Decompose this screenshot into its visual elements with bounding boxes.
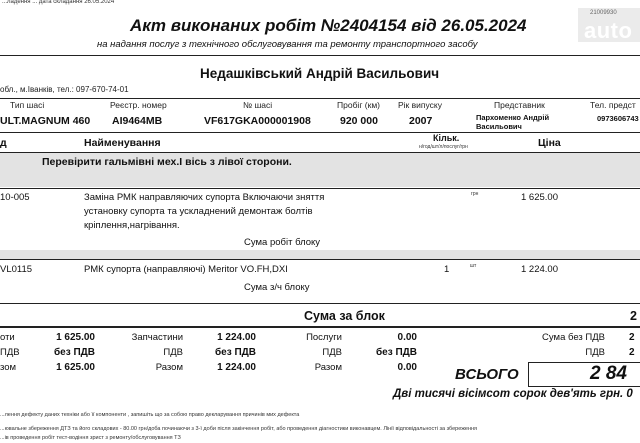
work-desc-line1: Заміна РМК направляючих супорта Включаючи зняття bbox=[84, 192, 325, 203]
footer-note-3: ...ів проведення робіт тест-водіння зрист з ремонту/обслуговування ТЗ bbox=[0, 435, 181, 441]
part-price: 1 224.00 bbox=[521, 264, 558, 275]
totals-c4-label-2: ПДВ bbox=[585, 347, 605, 358]
block-sum-divider-top bbox=[0, 303, 640, 304]
work-code: 10-005 bbox=[0, 192, 30, 203]
totals-c2-value-2: без ПДВ bbox=[214, 347, 256, 358]
table-divider-top bbox=[0, 132, 640, 133]
work-unit: грн bbox=[471, 191, 479, 197]
totals-c1-value-3: 1 625.00 bbox=[56, 362, 95, 373]
vehicle-header-mileage: Пробіг (км) bbox=[337, 100, 381, 110]
vehicle-phone: 0973606743 bbox=[597, 114, 639, 123]
totals-c3-label-1: Послуги bbox=[306, 332, 342, 343]
divider-top bbox=[0, 55, 640, 56]
vehicle-divider-top bbox=[0, 98, 640, 99]
totals-c4-label-1: Сума без ПДВ bbox=[542, 332, 605, 343]
part-code: VL0115 bbox=[0, 264, 33, 275]
work-block-sum-label: Сума робіт блоку bbox=[244, 237, 321, 248]
vehicle-header-year: Рік випуску bbox=[398, 100, 442, 110]
work-desc-line2: установку супорта та ускладнений демонтаж болтів bbox=[84, 206, 313, 217]
totals-c1-value-1: 1 625.00 bbox=[56, 332, 95, 343]
totals-c2-value-1: 1 224.00 bbox=[217, 332, 256, 343]
totals-c1-label-1: оти bbox=[0, 332, 15, 343]
footer-note-1: ...лення дефекту даних техніки або її компоненти , запишіть що за собою право декларування причинів мих дефекта bbox=[0, 412, 300, 418]
vehicle-header-phone: Тел. предст bbox=[590, 100, 636, 110]
vehicle-year: 2007 bbox=[409, 115, 433, 127]
totals-c2-value-3: 1 224.00 bbox=[217, 362, 256, 373]
vehicle-chassis-no: VF617GKA000001908 bbox=[204, 115, 311, 127]
vehicle-header-chassis-no: № шасі bbox=[243, 100, 273, 110]
work-desc-line3: кріплення,нагрівання. bbox=[84, 220, 180, 231]
table-header-qty: Кільк. bbox=[433, 133, 460, 143]
document-subtitle: на надання послуг з технічного обслуговування та ремонту транспортного засобу bbox=[97, 39, 478, 50]
totals-c3-value-1: 0.00 bbox=[397, 332, 417, 343]
vehicle-mileage: 920 000 bbox=[340, 115, 378, 127]
vehicle-chassis-type: ULT.MAGNUM 460 bbox=[0, 115, 91, 127]
block-sum-label: Сума за блок bbox=[304, 309, 385, 323]
totals-c4-value-1: 2 bbox=[629, 332, 635, 343]
table-header-code: д bbox=[0, 137, 7, 149]
table-header-unit: н/год/шт/л/послуг/грн bbox=[419, 144, 468, 150]
part-unit: шт bbox=[470, 263, 477, 269]
document-title: Акт виконаних робіт №2404154 від 26.05.2024 bbox=[130, 16, 527, 35]
totals-c3-label-2: ПДВ bbox=[322, 347, 342, 358]
client-address: обл., м.Іванків, тел.: 097-670-74-01 bbox=[0, 85, 129, 94]
vehicle-reg-number: AI9464MB bbox=[112, 115, 163, 127]
table-header-name: Найменування bbox=[84, 137, 161, 149]
totals-c1-label-2: ПДВ bbox=[0, 347, 20, 358]
totals-c3-label-3: Разом bbox=[314, 362, 342, 373]
part-qty: 1 bbox=[444, 264, 450, 275]
top-note: ...ладення ... дата складання 26.05.2024 bbox=[2, 0, 115, 5]
work-price: 1 625.00 bbox=[521, 192, 558, 203]
grand-total-label: ВСЬОГО bbox=[455, 366, 519, 383]
vehicle-header-representative: Представник bbox=[494, 100, 545, 110]
part-row-divider bbox=[0, 259, 640, 260]
totals-c2-label-1: Запчастини bbox=[131, 332, 183, 343]
block-sum-value: 2 bbox=[630, 309, 637, 323]
totals-c1-label-3: зом bbox=[0, 362, 17, 373]
totals-c4-value-2: 2 bbox=[629, 347, 635, 358]
amount-in-words: Дві тисячі вісімсот сорок дев'ять грн. 0 bbox=[393, 388, 633, 400]
totals-c2-label-2: ПДВ bbox=[163, 347, 183, 358]
block-sum-divider-bottom bbox=[0, 326, 640, 328]
grand-total-value: 2 84 bbox=[590, 363, 627, 384]
watermark-logo: auto bbox=[584, 18, 633, 43]
vehicle-header-chassis-type: Тип шасі bbox=[10, 100, 45, 110]
vehicle-header-reg-number: Реєстр. номер bbox=[110, 100, 167, 110]
vehicle-representative: Пархоменко Андрій Васильович bbox=[476, 113, 550, 131]
part-name: РМК супорта (направляючі) Meritor VO.FH,DXI bbox=[84, 264, 288, 275]
footer-note-2: ...ювальне збереження ДТЗ та його складових - 80.00 грн/доба починаючи з 3-ї доби після закінчення робіт, або проведення діагностики виконавцем. Лінії відповідальності за збереження bbox=[0, 426, 478, 432]
section-note: Перевірити гальмівні мех.І вісь з лівої сторони. bbox=[42, 156, 292, 168]
work-row-divider bbox=[0, 188, 640, 189]
parts-band bbox=[0, 250, 640, 259]
totals-c2-label-3: Разом bbox=[155, 362, 183, 373]
totals-c3-value-2: без ПДВ bbox=[375, 347, 417, 358]
totals-c1-value-2: без ПДВ bbox=[53, 347, 95, 358]
table-header-price: Ціна bbox=[538, 137, 561, 149]
client-name: Недашківський Андрій Васильович bbox=[200, 66, 440, 81]
parts-block-sum-label: Сума з/ч блоку bbox=[244, 282, 310, 293]
corner-code: 21009930 bbox=[590, 10, 617, 16]
totals-c3-value-3: 0.00 bbox=[397, 362, 417, 373]
